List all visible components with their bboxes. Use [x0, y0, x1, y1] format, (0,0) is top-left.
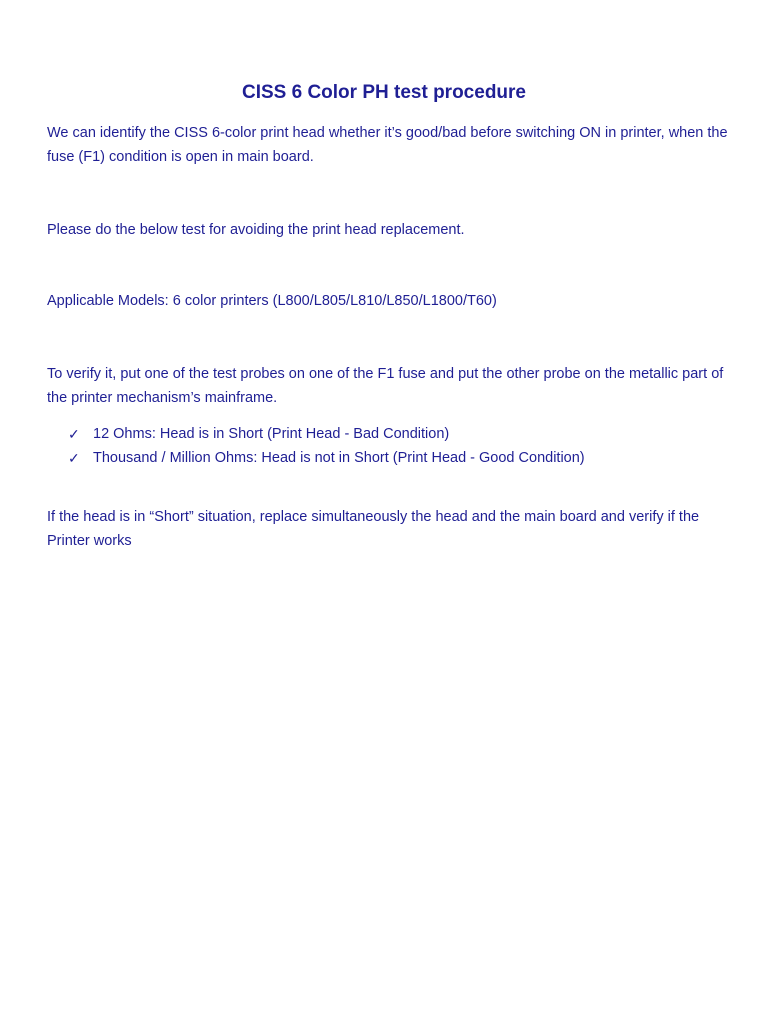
list-item [68, 446, 748, 470]
applicable-models-paragraph: Applicable Models: 6 color printers (L800/L805/L810/L850/L1800/T60) [47, 293, 497, 309]
list-item [68, 422, 748, 446]
checkmark-icon: ✓ [68, 449, 80, 466]
replacement-instruction-paragraph: If the head is in “Short” situation, replace simultaneously the head and the main board and verify if the Printer works [47, 509, 700, 549]
checkmark-icon: ✓ [68, 425, 80, 442]
instruction-paragraph: Please do the below test for avoiding the print head replacement. [47, 222, 465, 238]
intro-paragraph: We can identify the CISS 6-color print head whether it’s good/bad before switching ON in printer, when the fuse (F1) condition is open in main board. [47, 125, 728, 165]
verify-paragraph: To verify it, put one of the test probes on one of the F1 fuse and put the other probe on the metallic part of the printer mechanism’s mainframe. [47, 366, 724, 406]
list-item-text: 12 Ohms: Head is in Short (Print Head - Bad Condition) [93, 426, 450, 442]
list-item-text: Thousand / Million Ohms: Head is not in Short (Print Head - Good Condition) [93, 450, 585, 466]
page-title: CISS 6 Color PH test procedure [241, 82, 526, 103]
result-checklist [68, 422, 748, 470]
